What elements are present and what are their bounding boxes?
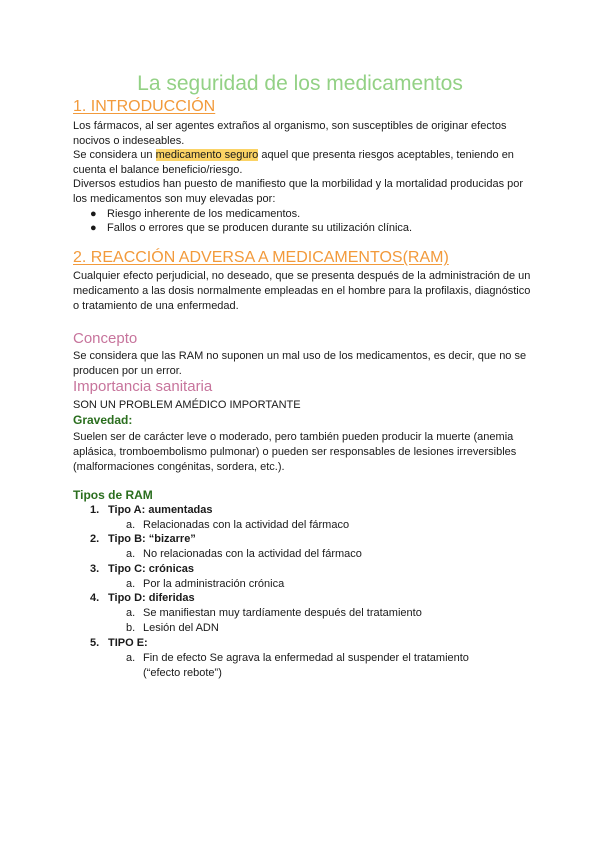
document-title: La seguridad de los medicamentos — [137, 72, 463, 95]
ram-definition: Cualquier efecto perjudicial, no deseado, que se presenta después de la administración de un medicamento a las dosis normalmente empleadas en el hombre para la profilaxis, diagnóstico o tratamiento de una enfermedad. — [73, 270, 531, 312]
tipo-label: Tipo A: aumentadas — [108, 504, 213, 516]
tipo-subitem: a. Relacionadas con la actividad del fármaco — [126, 519, 350, 531]
bullet-item — [90, 221, 412, 236]
tipo-label: Tipo B: “bizarre” — [108, 533, 196, 545]
gravedad-text: Suelen ser de carácter leve o moderado, pero también pueden producir la muerte (anemia aplásica, tromboembolismo pulmonar) o pueden ser responsables de lesiones irreversibles (malformaciones congénitas, sordera, etc.). — [73, 431, 517, 473]
tipo-subitem: b. Lesión del ADN — [126, 622, 219, 634]
tipo-item: 2. Tipo B: “bizarre” — [90, 533, 196, 545]
tipo-subitem: a. Fin de efecto Se agrava la enfermedad al suspender el tratamiento (“efecto rebote”) — [126, 652, 469, 679]
tipo-item: 3. Tipo C: crónicas — [90, 563, 194, 575]
bullet-icon: ● — [90, 208, 97, 220]
tipo-item: 5. TIPO E: — [90, 637, 148, 649]
section-heading-introduccion: 1. INTRODUCCIÓN — [73, 98, 216, 115]
tipo-label: Tipo C: crónicas — [108, 563, 194, 575]
tipo-item: 4. Tipo D: diferidas — [90, 592, 195, 604]
intro-p2-pre: Se considera un — [73, 149, 156, 161]
tipo-label: TIPO E: — [108, 637, 148, 649]
tipo-subitem: a. No relacionadas con la actividad del fármaco — [126, 548, 362, 560]
intro-paragraph-1: Los fármacos, al ser agentes extraños al organismo, son susceptibles de originar efectos nocivos o indeseables. — [73, 120, 507, 147]
bullet-text: Fallos o errores que se producen durante su utilización clínica. — [107, 222, 413, 234]
tipo-item: 1. Tipo A: aumentadas — [90, 504, 213, 516]
importancia-text: SON UN PROBLEM AMÉDICO IMPORTANTE — [73, 399, 301, 411]
gravedad-heading: Gravedad: — [73, 413, 133, 427]
concepto-text: Se considera que las RAM no suponen un mal uso de los medicamentos, es decir, que no se producen por un error. — [73, 350, 527, 377]
concepto-heading: Concepto — [73, 330, 138, 347]
tipos-heading: Tipos de RAM — [73, 488, 153, 502]
intro-p2-post: aquel que presenta riesgos aceptables, teniendo en cuenta el balance beneficio/riesgo. — [73, 149, 514, 176]
intro-paragraph-2 — [73, 148, 533, 178]
tipo-subitem: a. Se manifiestan muy tardíamente después del tratamiento — [126, 607, 422, 619]
highlighted-term: medicamento seguro — [155, 149, 259, 161]
tipo-subitem: a. Por la administración crónica — [126, 578, 285, 590]
importancia-heading: Importancia sanitaria — [73, 378, 213, 395]
bullet-item — [90, 207, 300, 222]
tipo-label: Tipo D: diferidas — [108, 592, 195, 604]
section-heading-ram: 2. REACCIÓN ADVERSA A MEDICAMENTOS(RAM) — [73, 249, 449, 266]
intro-paragraph-3: Diversos estudios han puesto de manifiesto que la morbilidad y la mortalidad producidas por los medicamentos son muy elevadas por: — [73, 178, 524, 205]
bullet-icon: ● — [90, 222, 97, 234]
bullet-text: Riesgo inherente de los medicamentos. — [107, 208, 301, 220]
